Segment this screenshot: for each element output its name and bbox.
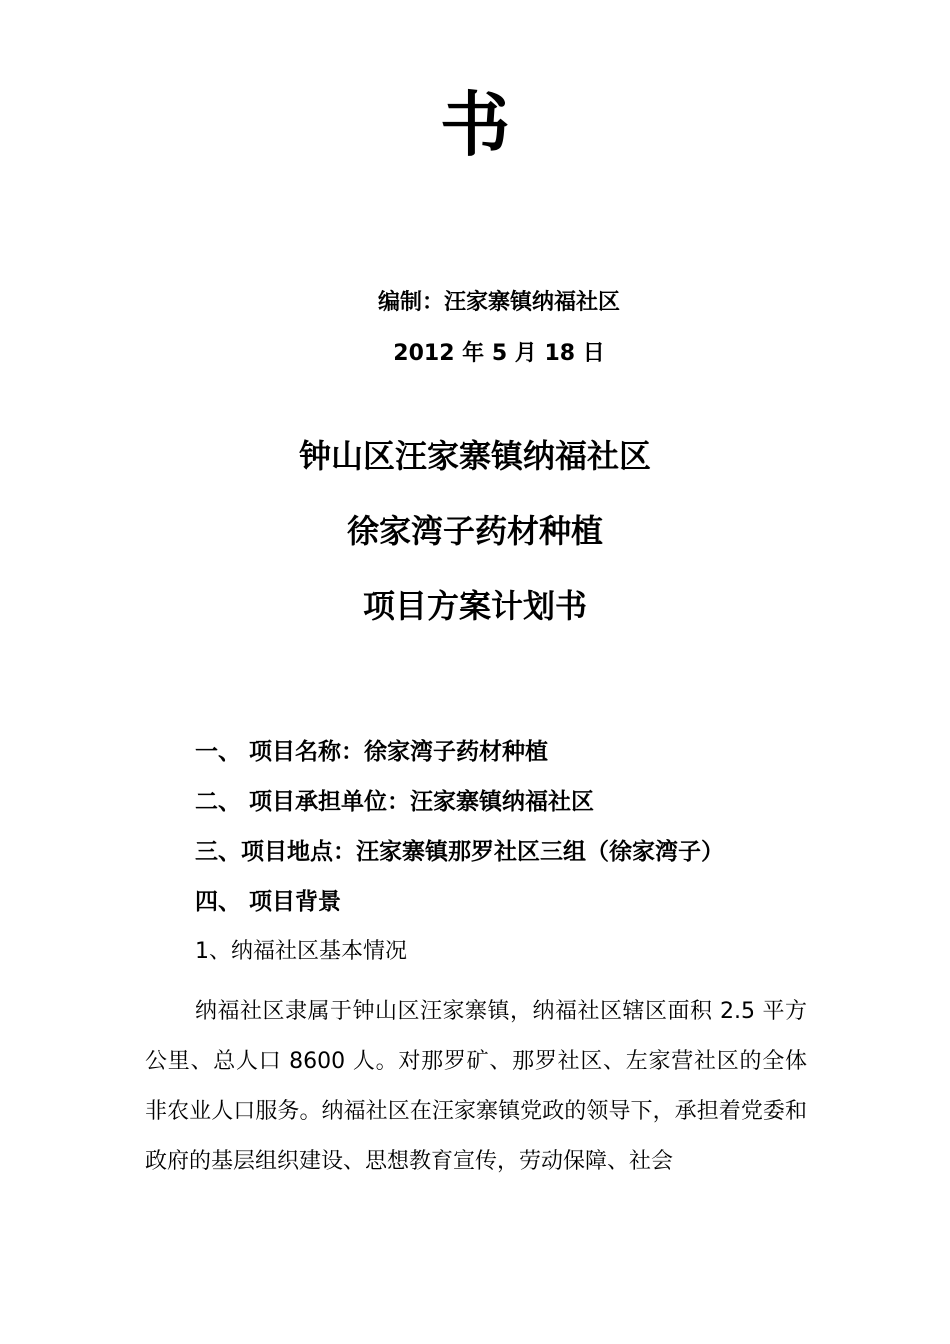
page-heading-char: 书 xyxy=(440,84,510,166)
body-paragraph: 纳福社区隶属于钟山区汪家寨镇，纳福社区辖区面积 2.5 平方公里、总人口 8600 人。对那罗矿、那罗社区、左家营社区的全体非农业人口服务。纳福社区在汪家寨镇党政的领导下，承担着党委和政府的基层组织建设、思想教育宣传，劳动保障、社会 xyxy=(145,999,807,1174)
date-line: 2012 年 5 月 18 日 xyxy=(393,341,605,366)
title-line-3: 项目方案计划书 xyxy=(362,587,587,625)
section-heading-location: 三、项目地点：汪家寨镇那罗社区三组（徐家湾子） xyxy=(195,839,724,865)
section-heading-background: 四、 项目背景 xyxy=(195,889,342,915)
compiler-line: 编制：汪家寨镇纳福社区 xyxy=(377,290,620,315)
section-heading-project-name: 一、 项目名称：徐家湾子药材种植 xyxy=(195,739,549,765)
title-line-1: 钟山区汪家寨镇纳福社区 xyxy=(298,437,651,475)
subsection-heading: 1、纳福社区基本情况 xyxy=(195,939,407,964)
title-line-2: 徐家湾子药材种植 xyxy=(346,512,603,550)
section-heading-undertaker: 二、 项目承担单位：汪家寨镇纳福社区 xyxy=(195,789,595,815)
